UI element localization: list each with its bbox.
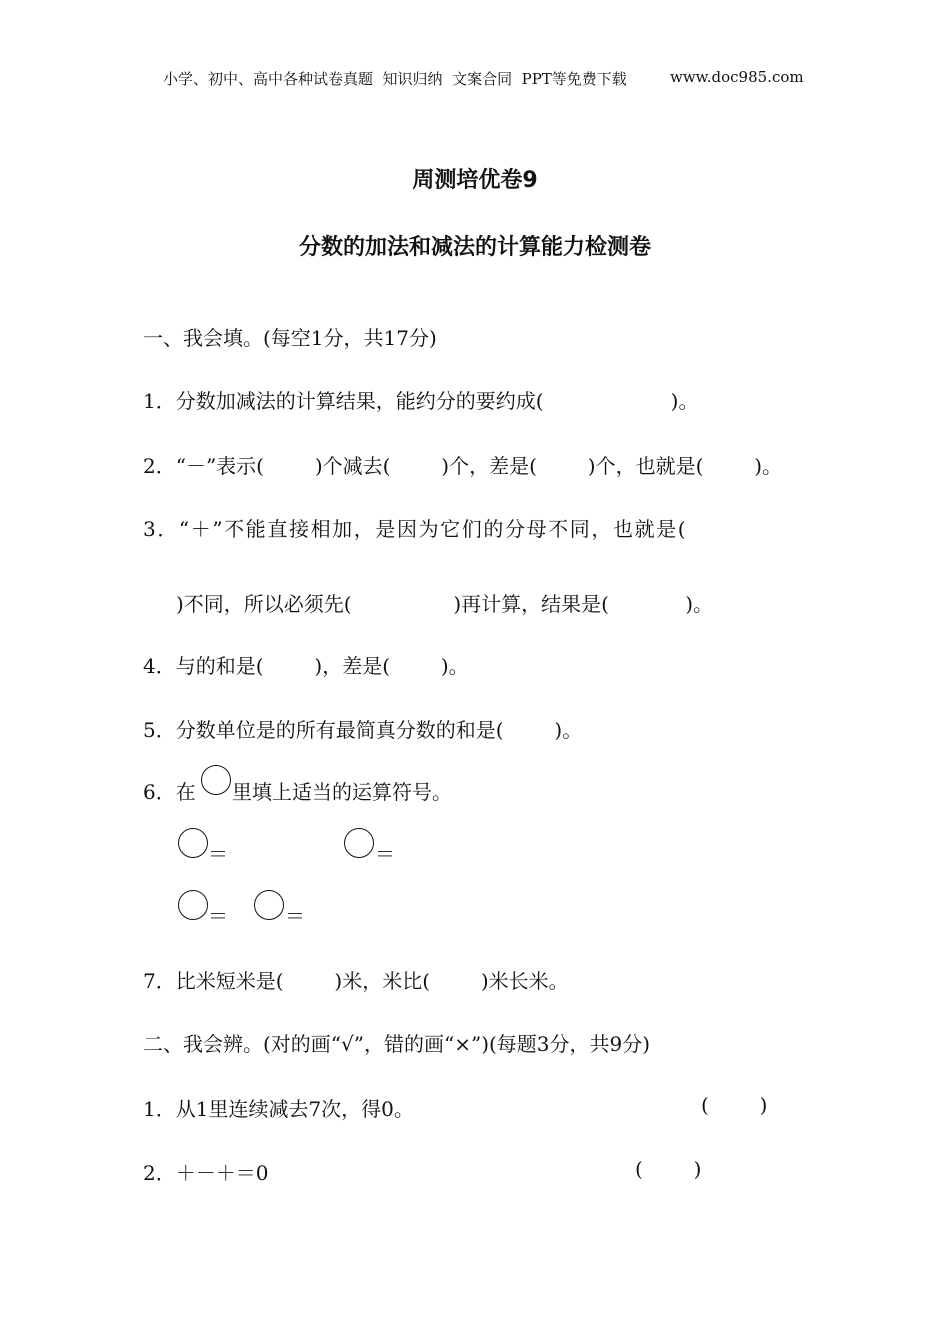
question-2-1: 1．从1里连续减去7次，得0。 — [143, 1097, 414, 1121]
page-title: 周测培优卷9 — [412, 168, 538, 193]
operator-blank-circle[interactable] — [344, 828, 374, 858]
section1-heading: 一、我会填。(每空1分，共17分) — [143, 326, 437, 350]
answer-blank[interactable]: ( ) — [635, 1157, 702, 1181]
equals-sign: ＝ — [285, 904, 305, 928]
page-header-text: 小学、初中、高中各种试卷真题 知识归纳 文案合同 PPT等免费下载 — [163, 70, 627, 88]
page-header-url: www.doc985.com — [670, 68, 804, 86]
equals-sign: ＝ — [375, 842, 395, 866]
operator-blank-circle[interactable] — [254, 890, 284, 920]
question-1-4: 4．与的和是( )，差是( )。 — [143, 654, 469, 678]
question-1-5: 5．分数单位是的所有最简真分数的和是( )。 — [143, 718, 583, 742]
question-1-3-line1: 3．“＋”不能直接相加，是因为它们的分母不同，也就是( — [143, 517, 688, 541]
question-1-6-suffix: 里填上适当的运算符号。 — [232, 780, 452, 804]
operator-blank-circle[interactable] — [178, 890, 208, 920]
question-1-3-line2: )不同，所以必须先( )再计算，结果是( )。 — [176, 592, 714, 616]
question-1-2: 2．“－”表示( )个减去( )个，差是( )个，也就是( )。 — [143, 454, 783, 478]
equals-sign: ＝ — [208, 842, 228, 866]
operator-circle-icon — [201, 765, 231, 795]
operator-blank-circle[interactable] — [178, 828, 208, 858]
section2-heading: 二、我会辨。(对的画“√”，错的画“×”)(每题3分，共9分) — [143, 1032, 651, 1056]
question-2-2: 2．＋－＋＝0 — [143, 1161, 269, 1185]
answer-blank[interactable]: ( ) — [701, 1093, 768, 1117]
question-1-1: 1．分数加减法的计算结果，能约分的要约成( )。 — [143, 389, 699, 413]
equals-sign: ＝ — [208, 904, 228, 928]
question-1-6-prefix: 6．在 — [143, 780, 196, 804]
page-subtitle: 分数的加法和减法的计算能力检测卷 — [298, 235, 651, 260]
question-1-7: 7．比米短米是( )米，米比( )米长米。 — [143, 969, 569, 993]
